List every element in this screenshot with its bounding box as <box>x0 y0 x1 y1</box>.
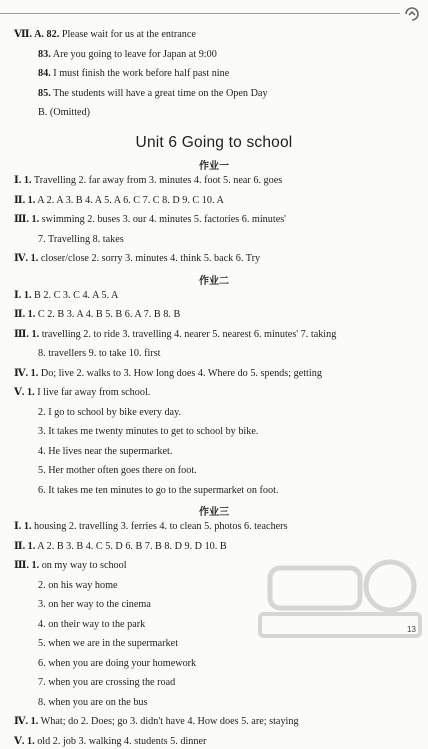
answer-number: 83. <box>38 48 51 60</box>
answer-text: 6. when you are doing your homework <box>38 657 197 669</box>
answer-number: Ⅴ. 1. <box>14 735 35 747</box>
page-number: 13 <box>407 625 416 634</box>
answer-line <box>38 676 175 690</box>
answer-line <box>14 386 150 400</box>
answer-line <box>14 715 299 729</box>
answer-line <box>38 579 118 593</box>
answer-line <box>14 559 127 573</box>
answer-line <box>38 67 229 81</box>
watermark-logo-icon <box>250 548 428 640</box>
answer-number: Ⅲ. 1. <box>14 214 40 225</box>
answer-text: 3. on her way to the cinema <box>38 599 151 610</box>
answer-text: closer/close 2. sorry 3. minutes 4. think 5. back 6. Try <box>38 253 261 264</box>
answer-text: 2. on his way home <box>38 579 118 591</box>
answer-text: 2. I go to school by bike every day. <box>38 406 182 418</box>
answer-line <box>38 657 196 671</box>
answer-text: A 2. B 3. B 4. C 5. D 6. B 7. B 8. D 9. D 10. B <box>35 540 227 552</box>
answer-line <box>38 48 217 62</box>
answer-text: What; do 2. Does; go 3. didn't have 4. How does 5. are; staying <box>38 716 299 727</box>
answer-line <box>38 637 178 651</box>
answer-number: Ⅳ. 1. <box>14 253 39 264</box>
answer-number: Ⅱ. 1. <box>14 194 36 206</box>
answer-line <box>38 425 258 439</box>
header-rule <box>0 13 400 14</box>
answer-line <box>14 308 180 322</box>
answer-line <box>38 87 268 101</box>
answer-line <box>38 464 197 478</box>
answer-line <box>14 174 282 188</box>
section-heading: 作业三 <box>199 507 229 518</box>
answer-number: Ⅴ. 1. <box>14 387 35 398</box>
answer-text: I must finish the work before half past nine <box>50 68 230 79</box>
answer-text: Please wait for us at the entrance <box>59 29 196 40</box>
answer-line <box>14 540 227 554</box>
section-heading: 作业一 <box>199 161 229 172</box>
answer-number: Ⅶ. A. 82. <box>14 29 60 40</box>
answer-line <box>14 194 224 208</box>
answer-text: old 2. job 3. walking 4. students 5. dinner <box>34 735 207 747</box>
answer-text: B 2. C 3. C 4. A 5. A <box>31 289 119 301</box>
answer-line <box>14 328 336 342</box>
answer-text: 3. It takes me twenty minutes to get to school by bike. <box>38 426 259 437</box>
section-heading: 作业二 <box>199 275 229 287</box>
answer-number: 85. <box>38 87 51 99</box>
answer-text: A 2. A 3. B 4. A 5. A 6. C 7. C 8. D 9. C 10. A <box>35 194 224 206</box>
answer-line <box>38 347 161 361</box>
answer-number: Ⅱ. 1. <box>14 309 36 320</box>
answer-text: swimming 2. buses 3. our 4. minutes 5. factories 6. minutes' <box>39 214 287 225</box>
answer-line <box>14 28 196 42</box>
answer-text: travelling 2. to ride 3. travelling 4. nearer 5. nearest 6. minutes' 7. taking <box>39 328 337 340</box>
answer-line <box>14 289 118 303</box>
answer-text: C 2. B 3. A 4. B 5. B 6. A 7. B 8. B <box>35 309 181 320</box>
answer-line <box>14 520 288 534</box>
answer-line <box>14 735 206 749</box>
answer-text: Are you going to leave for Japan at 9:00 <box>50 48 217 60</box>
answer-number: Ⅲ. 1. <box>14 328 40 340</box>
answer-text: 4. on their way to the park <box>38 618 146 630</box>
answer-text: 7. when you are crossing the road <box>38 677 176 688</box>
answer-text: I live far away from school. <box>34 387 151 398</box>
answer-text: on my way to school <box>39 560 127 571</box>
answer-number: Ⅰ. 1. <box>14 175 32 186</box>
answer-text: Travelling 2. far away from 3. minutes 4. foot 5. near 6. goes <box>31 175 283 186</box>
answer-line <box>38 106 90 120</box>
answer-number: Ⅰ. 1. <box>14 289 32 301</box>
answer-number: Ⅱ. 1. <box>14 540 36 552</box>
answer-text: housing 2. travelling 3. ferries 4. to clean 5. photos 6. teachers <box>31 521 288 532</box>
answer-text: 4. He lives near the supermarket. <box>38 445 173 457</box>
answer-line <box>14 213 286 227</box>
answer-number: Ⅰ. 1. <box>14 521 32 532</box>
unit-title: Unit 6 Going to school <box>135 134 293 151</box>
answer-line <box>38 233 124 247</box>
answer-text: 5. Her mother often goes there on foot. <box>38 465 197 476</box>
answer-text: The students will have a great time on the Open Day <box>50 87 268 99</box>
answer-text: Do; live 2. walks to 3. How long does 4. Where do 5. spends; getting <box>38 367 322 379</box>
answer-text: 7. Travelling 8. takes <box>38 233 124 245</box>
answer-number: Ⅳ. 1. <box>14 367 39 379</box>
answer-text: B. (Omitted) <box>38 107 91 118</box>
answer-text: 8. when you are on the bus <box>38 696 148 708</box>
answer-line <box>14 252 260 266</box>
answer-line <box>38 598 151 612</box>
answer-line <box>38 406 181 420</box>
answer-line <box>14 367 322 381</box>
answer-number: 84. <box>38 68 51 79</box>
answer-number: Ⅲ. 1. <box>14 560 40 571</box>
answer-line <box>38 696 148 710</box>
corner-logo-icon <box>402 4 422 24</box>
answer-text: 8. travellers 9. to take 10. first <box>38 348 161 359</box>
answer-text: 5. when we are in the supermarket <box>38 638 179 649</box>
answer-line <box>38 618 145 632</box>
answer-line <box>38 445 172 459</box>
answer-number: Ⅳ. 1. <box>14 716 39 727</box>
answer-line <box>38 484 279 498</box>
answer-text: 6. It takes me ten minutes to go to the supermarket on foot. <box>38 484 279 496</box>
